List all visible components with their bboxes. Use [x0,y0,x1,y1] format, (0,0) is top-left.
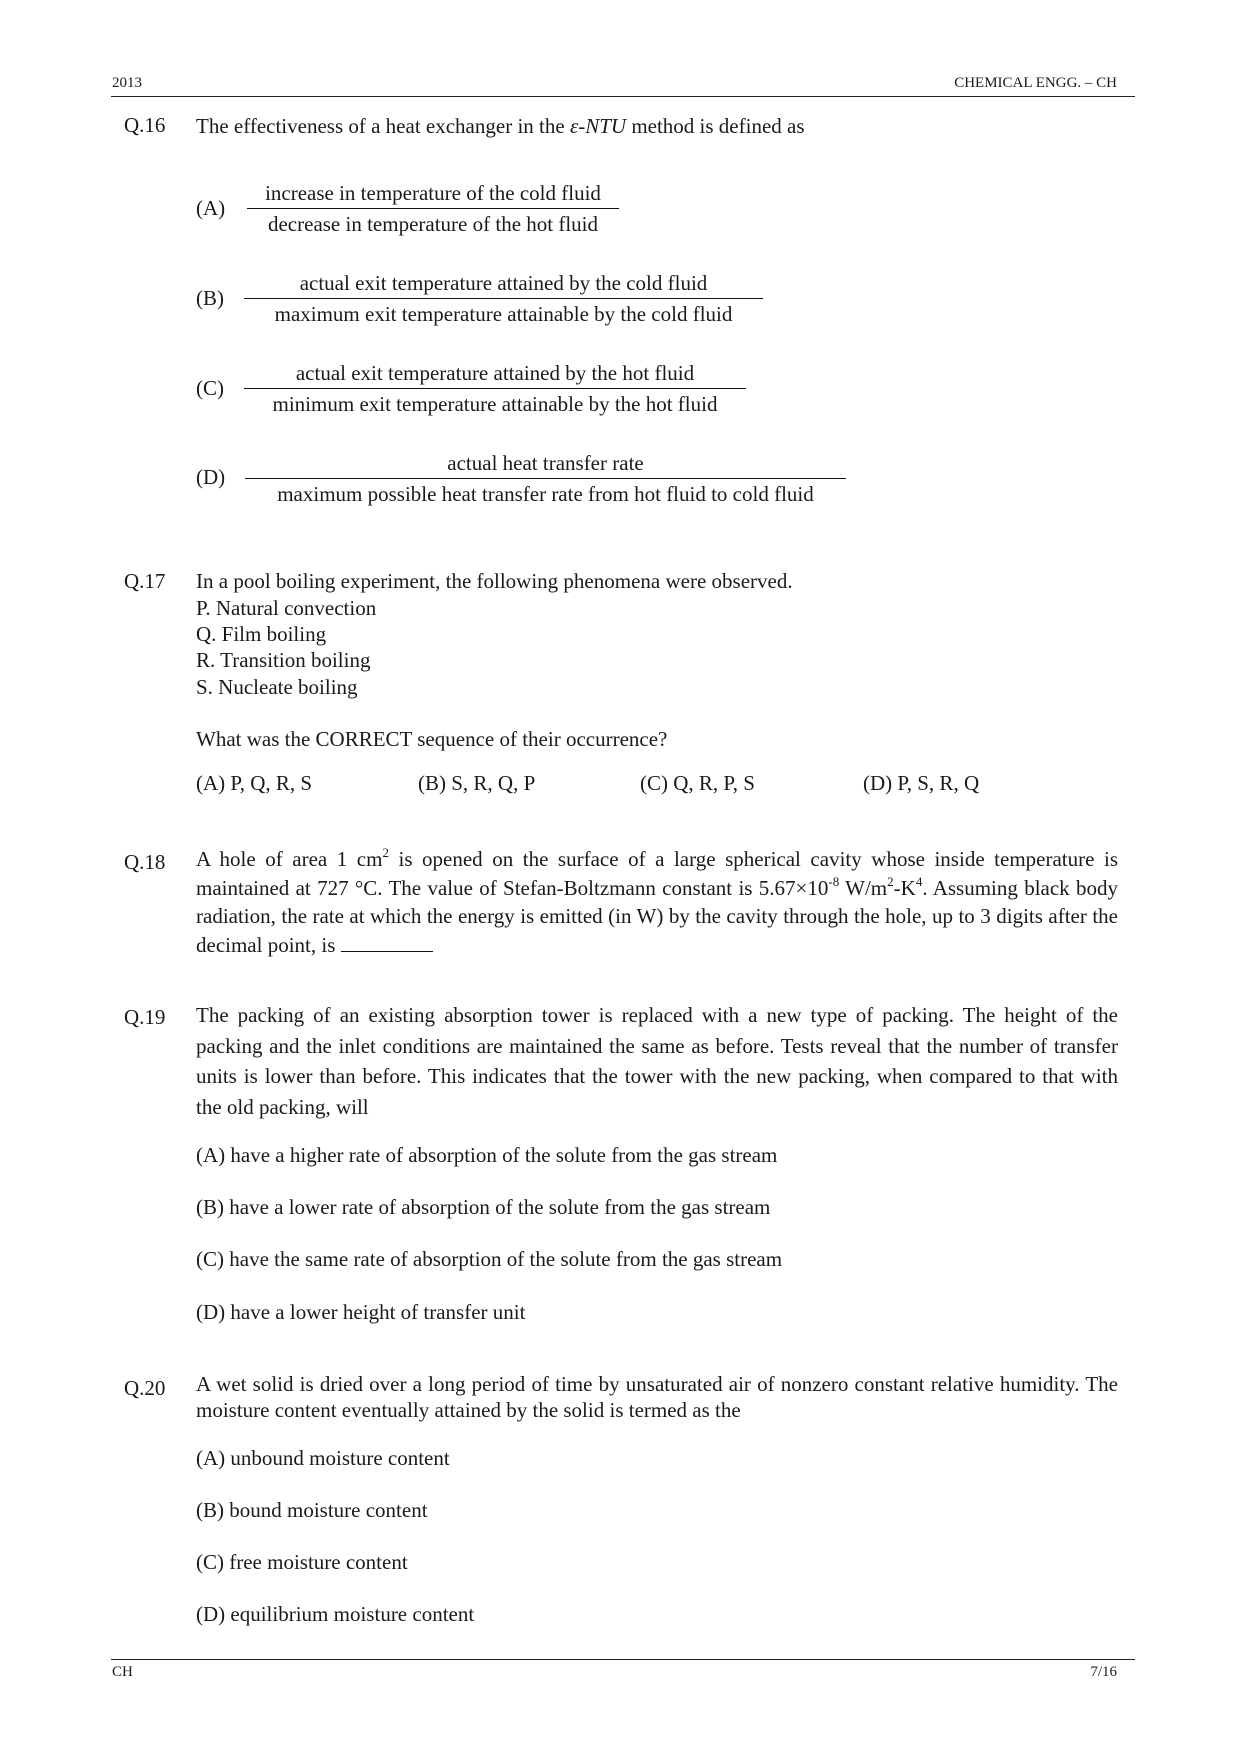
stem-text: method is defined as [626,114,805,138]
fraction-numerator: actual exit temperature attained by the hot fluid [244,361,746,389]
question-stem [196,113,1118,139]
stem-text: is opened on the surface of a large spherical cavity whose inside temperature is maintained at 727 °C. The value of Stefan-Boltzmann constant is 5.67×10 [196,847,1118,900]
header-rule [111,96,1135,97]
header-year: 2013 [112,75,142,91]
option: (D) have a lower height of transfer unit [196,1300,526,1324]
phenomenon-item: Q. Film boiling [196,622,327,646]
option: (B) have a lower rate of absorption of the solute from the gas stream [196,1195,771,1219]
question-number: Q.18 [124,850,166,874]
question-stem: A wet solid is dried over a long period of time by unsaturated air of nonzero constant relative humidity. The moisture content eventually attained by the solid is termed as the [196,1372,1118,1422]
fraction-numerator: increase in temperature of the cold fluid [247,181,619,209]
stem-text: -K [893,875,916,900]
question-prompt: What was the CORRECT sequence of their occurrence? [196,727,668,751]
stem-italic-term: ε-NTU [569,114,627,138]
question-stem [196,845,1118,959]
option: (A) P, Q, R, S [196,771,313,795]
answer-blank [341,935,433,952]
question-number: Q.20 [124,1376,166,1400]
footer-page-number: 7/16 [1090,1664,1117,1680]
option-fraction [244,271,763,327]
stem-text: W/m [839,875,888,900]
option: (A) unbound moisture content [196,1446,450,1470]
fraction-denominator: maximum exit temperature attainable by the cold fluid [274,302,733,326]
question-number: Q.17 [124,569,166,593]
phenomenon-item: P. Natural convection [196,596,377,620]
option-label: (D) [196,465,226,489]
superscript: 4 [915,873,923,889]
option: (B) bound moisture content [196,1498,428,1522]
question-stem: The packing of an existing absorption tower is replaced with a new type of packing. The height of the packing and the inlet conditions are maintained the same as before. Tests reveal that the number of transfer units is lower than before. This indicates that the tower with the new packing, when compared to that with the old packing, will [196,1003,1118,1119]
option-fraction [247,181,619,237]
stem-text: . Assuming black body radiation, the rate at which the energy is emitted (in W) by the cavity through the hole, up to 3 digits after the decimal point, is [196,875,1118,957]
fraction-numerator: actual exit temperature attained by the cold fluid [244,271,763,299]
stem-text: The effectiveness of a heat exchanger in the [196,114,570,138]
superscript: 2 [382,845,389,860]
option-fraction [245,451,846,507]
stem-text: A hole of area 1 cm [196,847,383,871]
fraction-denominator: minimum exit temperature attainable by the hot fluid [272,392,718,416]
fraction-numerator: actual heat transfer rate [245,451,846,479]
fraction-denominator: maximum possible heat transfer rate from hot fluid to cold fluid [277,482,814,506]
question-number: Q.16 [124,113,166,137]
footer-rule [111,1659,1135,1660]
option: (C) have the same rate of absorption of the solute from the gas stream [196,1247,783,1271]
fraction-denominator: decrease in temperature of the hot fluid [267,212,599,236]
option-label: (A) [196,196,226,220]
option-label: (B) [196,286,224,310]
phenomenon-item: R. Transition boiling [196,648,371,672]
option: (D) equilibrium moisture content [196,1602,475,1626]
phenomenon-item: S. Nucleate boiling [196,675,358,699]
option: (C) Q, R, P, S [640,771,755,795]
header-subject: CHEMICAL ENGG. – CH [954,75,1117,91]
option: (B) S, R, Q, P [418,771,536,795]
superscript: 2 [887,873,894,889]
option: (D) P, S, R, Q [863,771,980,795]
option-label: (C) [196,376,224,400]
option: (A) have a higher rate of absorption of the solute from the gas stream [196,1143,778,1167]
question-number: Q.19 [124,1005,166,1029]
question-stem: In a pool boiling experiment, the following phenomena were observed. [196,569,793,593]
option: (C) free moisture content [196,1550,408,1574]
superscript: -8 [828,873,840,889]
footer-code: CH [112,1664,133,1680]
option-fraction [244,361,746,417]
